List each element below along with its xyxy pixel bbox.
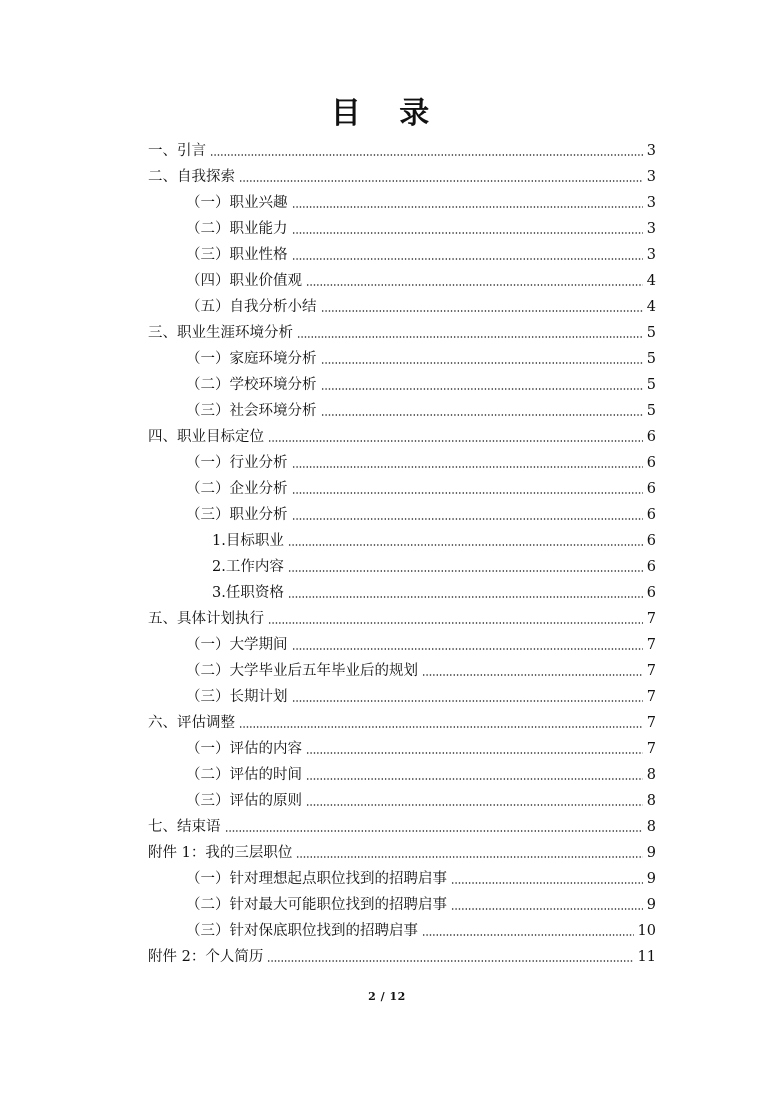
table-of-contents [0, 138, 774, 970]
toc-dot-leader [422, 674, 643, 676]
toc-dot-leader [321, 414, 643, 416]
toc-entry[interactable] [212, 528, 656, 554]
toc-entry-label: （三）职业性格 [186, 247, 288, 263]
toc-entry[interactable] [186, 242, 656, 268]
toc-entry-label: （一）评估的内容 [186, 741, 302, 757]
toc-entry-page-number: 7 [646, 715, 656, 731]
toc-entry-label: 五、具体计划执行 [148, 611, 264, 627]
toc-entry-label: 附件 1：我的三层职位 [148, 845, 293, 861]
toc-entry-page-number: 8 [646, 793, 656, 809]
toc-dot-leader [306, 284, 643, 286]
toc-dot-leader [225, 830, 643, 832]
toc-entry[interactable] [186, 918, 656, 944]
toc-dot-leader [451, 882, 643, 884]
toc-entry-page-number: 3 [646, 169, 656, 185]
toc-entry-page-number: 6 [646, 559, 656, 575]
toc-entry-page-number: 7 [646, 689, 656, 705]
toc-entry[interactable] [212, 580, 656, 606]
toc-entry-page-number: 6 [646, 455, 656, 471]
toc-entry[interactable] [186, 658, 656, 684]
toc-dot-leader [267, 960, 633, 962]
toc-entry-page-number: 5 [646, 403, 656, 419]
toc-entry-page-number: 11 [637, 949, 656, 965]
toc-entry[interactable] [186, 736, 656, 762]
toc-entry-label: （二）职业能力 [186, 221, 288, 237]
toc-entry-label: 2.工作内容 [212, 559, 284, 575]
toc-entry-page-number: 3 [646, 143, 656, 159]
toc-entry[interactable] [186, 190, 656, 216]
toc-entry-page-number: 5 [646, 325, 656, 341]
toc-dot-leader [239, 726, 643, 728]
toc-dot-leader [239, 180, 643, 182]
toc-entry-label: （一）大学期间 [186, 637, 288, 653]
toc-entry[interactable] [148, 164, 656, 190]
toc-dot-leader [292, 466, 643, 468]
toc-entry-page-number: 9 [646, 897, 656, 913]
toc-entry-page-number: 8 [646, 819, 656, 835]
toc-entry-page-number: 6 [646, 481, 656, 497]
toc-dot-leader [306, 752, 643, 754]
toc-entry-label: 一、引言 [148, 143, 206, 159]
toc-entry-label: 二、自我探索 [148, 169, 235, 185]
toc-dot-leader [297, 336, 643, 338]
toc-dot-leader [268, 622, 643, 624]
toc-entry[interactable] [148, 320, 656, 346]
toc-dot-leader [288, 544, 643, 546]
toc-entry[interactable] [186, 632, 656, 658]
toc-dot-leader [292, 700, 643, 702]
toc-dot-leader [292, 648, 643, 650]
toc-entry[interactable] [186, 346, 656, 372]
toc-entry-page-number: 7 [646, 741, 656, 757]
toc-entry[interactable] [186, 502, 656, 528]
toc-entry-page-number: 5 [646, 377, 656, 393]
toc-entry-page-number: 4 [646, 299, 656, 315]
toc-title: 目 录 [330, 96, 444, 131]
toc-entry-page-number: 7 [646, 637, 656, 653]
toc-entry-label: （三）社会环境分析 [186, 403, 317, 419]
toc-entry[interactable] [148, 814, 656, 840]
toc-dot-leader [268, 440, 643, 442]
toc-entry-label: 1.目标职业 [212, 533, 284, 549]
toc-entry-label: （五）自我分析小结 [186, 299, 317, 315]
toc-dot-leader [292, 518, 643, 520]
toc-entry-label: （二）企业分析 [186, 481, 288, 497]
toc-entry[interactable] [148, 424, 656, 450]
toc-dot-leader [292, 258, 643, 260]
toc-entry-label: 附件 2：个人简历 [148, 949, 264, 965]
toc-entry[interactable] [148, 138, 656, 164]
toc-entry-page-number: 5 [646, 351, 656, 367]
toc-dot-leader [422, 934, 634, 936]
toc-entry-label: 四、职业目标定位 [148, 429, 264, 445]
toc-entry[interactable] [186, 866, 656, 892]
toc-dot-leader [321, 388, 643, 390]
toc-entry-page-number: 4 [646, 273, 656, 289]
toc-entry[interactable] [186, 788, 656, 814]
toc-dot-leader [451, 908, 643, 910]
toc-entry[interactable] [148, 840, 656, 866]
toc-dot-leader [292, 232, 643, 234]
toc-entry-label: （一）针对理想起点职位找到的招聘启事 [186, 871, 447, 887]
toc-dot-leader [288, 596, 643, 598]
toc-entry[interactable] [186, 216, 656, 242]
toc-entry[interactable] [186, 450, 656, 476]
toc-entry-page-number: 6 [646, 429, 656, 445]
toc-entry[interactable] [186, 268, 656, 294]
toc-entry-label: 三、职业生涯环境分析 [148, 325, 293, 341]
toc-dot-leader [296, 856, 642, 858]
toc-entry-page-number: 3 [646, 195, 656, 211]
toc-entry-label: （一）职业兴趣 [186, 195, 288, 211]
page-indicator: 2 / 12 [368, 990, 406, 1003]
toc-entry-label: （二）大学毕业后五年毕业后的规划 [186, 663, 418, 679]
toc-entry[interactable] [148, 944, 656, 970]
toc-entry-page-number: 9 [646, 871, 656, 887]
toc-dot-leader [321, 362, 643, 364]
toc-entry-page-number: 9 [646, 845, 656, 861]
toc-entry-label: （三）长期计划 [186, 689, 288, 705]
toc-entry-label: （三）职业分析 [186, 507, 288, 523]
toc-entry-label: （二）评估的时间 [186, 767, 302, 783]
toc-entry[interactable] [186, 684, 656, 710]
toc-entry-page-number: 8 [646, 767, 656, 783]
toc-entry[interactable] [148, 710, 656, 736]
toc-entry-label: 六、评估调整 [148, 715, 235, 731]
toc-entry-page-number: 7 [646, 611, 656, 627]
toc-dot-leader [321, 310, 643, 312]
toc-entry[interactable] [148, 606, 656, 632]
toc-dot-leader [210, 154, 643, 156]
toc-entry[interactable] [186, 892, 656, 918]
toc-entry-label: （一）行业分析 [186, 455, 288, 471]
toc-entry-page-number: 7 [646, 663, 656, 679]
toc-entry-label: （三）评估的原则 [186, 793, 302, 809]
toc-entry[interactable] [186, 476, 656, 502]
toc-entry[interactable] [186, 294, 656, 320]
toc-dot-leader [306, 778, 643, 780]
toc-entry-label: （二）针对最大可能职位找到的招聘启事 [186, 897, 447, 913]
toc-entry-page-number: 6 [646, 585, 656, 601]
toc-entry-page-number: 10 [637, 923, 656, 939]
toc-dot-leader [292, 492, 643, 494]
toc-entry-label: 3.任职资格 [212, 585, 284, 601]
toc-entry-label: （三）针对保底职位找到的招聘启事 [186, 923, 418, 939]
toc-entry-label: 七、结束语 [148, 819, 221, 835]
toc-dot-leader [306, 804, 643, 806]
toc-dot-leader [292, 206, 643, 208]
toc-entry-label: （四）职业价值观 [186, 273, 302, 289]
toc-entry-page-number: 3 [646, 221, 656, 237]
toc-entry[interactable] [186, 372, 656, 398]
toc-entry-page-number: 6 [646, 533, 656, 549]
toc-entry-label: （一）家庭环境分析 [186, 351, 317, 367]
toc-entry[interactable] [186, 398, 656, 424]
toc-entry-label: （二）学校环境分析 [186, 377, 317, 393]
toc-entry[interactable] [212, 554, 656, 580]
toc-dot-leader [288, 570, 643, 572]
toc-entry[interactable] [186, 762, 656, 788]
toc-entry-page-number: 3 [646, 247, 656, 263]
toc-entry-page-number: 6 [646, 507, 656, 523]
